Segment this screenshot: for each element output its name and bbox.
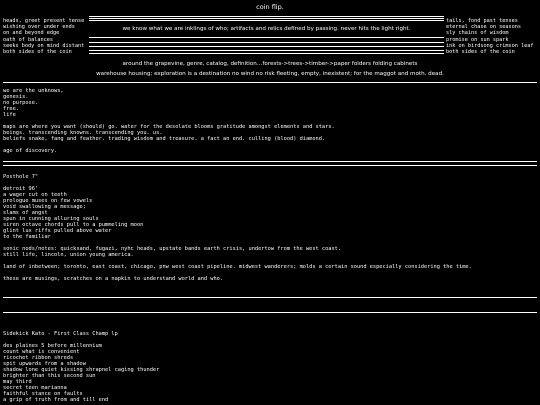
text-line: siren octave chords pull to a pummeling moon xyxy=(3,222,144,228)
section-discovery xyxy=(3,88,535,154)
rule-center-5 xyxy=(89,42,444,43)
center-line-3: warehouse housing; exploration is a destination no wind no risk fleeting, empty, inexistent; for the maggot and moth. dead. xyxy=(96,71,444,77)
text-line: shadow lone quiet kissing shrapnel caging thunder xyxy=(3,367,160,373)
right-column-line: promise on sun spark xyxy=(446,36,509,43)
right-column-line: both sides of the coin xyxy=(446,49,515,56)
right-column-line: sly chains of wisdom xyxy=(446,30,509,37)
text-line: beliefs snake, fang and feather. trading wisdom and treasure. a fact an end. culling (blood) diamond. xyxy=(3,136,326,142)
rule-full-3 xyxy=(3,165,537,166)
text-line: spun in cunning alluring souls xyxy=(3,216,99,222)
rule-center-4 xyxy=(89,37,444,38)
center-line-1: we know what we are inklings of who; artifacts and relics defined by passing. never hits the light right. xyxy=(122,26,411,32)
right-column-line: ink on birdsong crimson leaf xyxy=(446,42,534,49)
left-column-line: seeks body on mind distant xyxy=(3,42,85,49)
left-column-line: on and beyond edge xyxy=(3,30,60,37)
text-line: land of inbetween; toronto, east coast, chicago, pnw west coast pipeline. midwest wanderers; molds a certain sound especially considering the time. xyxy=(3,264,472,270)
text-line: count what is convenient xyxy=(3,349,80,355)
page-title: coin flip. xyxy=(256,3,284,11)
right-column-line: tails, fond past tenses xyxy=(446,18,518,24)
rule-full-5 xyxy=(3,312,537,313)
section-sidekick-kato xyxy=(3,331,535,403)
text-line: ricochet ribbon shreds xyxy=(3,355,74,361)
text-line: secret teen marianna xyxy=(3,385,67,391)
rule-full-1 xyxy=(3,82,537,83)
text-line: may third xyxy=(3,379,32,385)
text-line: des plaines 5 before millennium xyxy=(3,343,102,349)
left-column-line: both sides of the coin xyxy=(3,49,72,56)
text-line: prologue muses on few vowels xyxy=(3,198,93,204)
text-line: these are musings, scratches on a napkin to understand world and who. xyxy=(3,276,224,282)
text-line: beings. transcending knowns. transcending you. us. xyxy=(3,130,163,136)
left-column-line: oath of balances xyxy=(3,36,53,43)
text-line: age of discovery. xyxy=(3,148,58,154)
text-line: a grip of truth from and till end xyxy=(3,397,109,403)
text-line: slams of angst xyxy=(3,210,48,216)
rule-center-3 xyxy=(89,20,444,21)
text-line: Posthole 7" xyxy=(3,174,39,180)
text-line: life xyxy=(3,112,16,118)
text-line: still life, lincoln, union young america. xyxy=(3,252,134,258)
rule-full-2 xyxy=(3,161,537,162)
text-line: genesis. xyxy=(3,94,29,100)
text-line: a wager cut on teeth xyxy=(3,192,67,198)
text-line: glint lux riffs pulled above water xyxy=(3,228,112,234)
text-line: faithful stance on faults xyxy=(3,391,83,397)
rule-center-2 xyxy=(89,18,444,19)
text-line: no purpose. xyxy=(3,100,39,106)
rule-center-8 xyxy=(89,53,444,54)
text-line: to the familiar xyxy=(3,234,51,240)
text-line: detroit 96' xyxy=(3,186,39,192)
left-column-line: wishing over under ends xyxy=(3,24,75,31)
left-column-line: heads, greet present tense xyxy=(3,18,85,24)
right-column xyxy=(446,18,538,55)
section-posthole xyxy=(3,174,535,282)
rule-full-4 xyxy=(3,297,537,298)
text-line: maps are where you want (should) go. water for the desolate blooms gratitude amongst elements and stars. xyxy=(3,124,335,130)
right-column-line: eternal chase on seasons xyxy=(446,24,521,31)
text-line: brighter than this second sun xyxy=(3,373,96,379)
text-line: free. xyxy=(3,106,19,112)
rule-center-6 xyxy=(89,46,444,47)
text-line: we are the unknows, xyxy=(3,88,64,94)
center-line-2: around the grapevine, genre, catalog, definition…forests->trees->timber->paper folders folding cabinets xyxy=(122,61,418,67)
rule-center-1 xyxy=(89,16,444,17)
left-column xyxy=(3,18,89,55)
text-line: sonic nods/notes: quicksand, fugazi, nyhc heads, upstate bands earth crisis, undertow from the west coast. xyxy=(3,246,342,252)
rule-center-7 xyxy=(89,50,444,51)
text-line: void swallowing a message; xyxy=(3,204,86,210)
text-line: Sidekick Kato - First Class Champ lp xyxy=(3,331,118,337)
text-line: spit upwards from a shadow xyxy=(3,361,86,367)
